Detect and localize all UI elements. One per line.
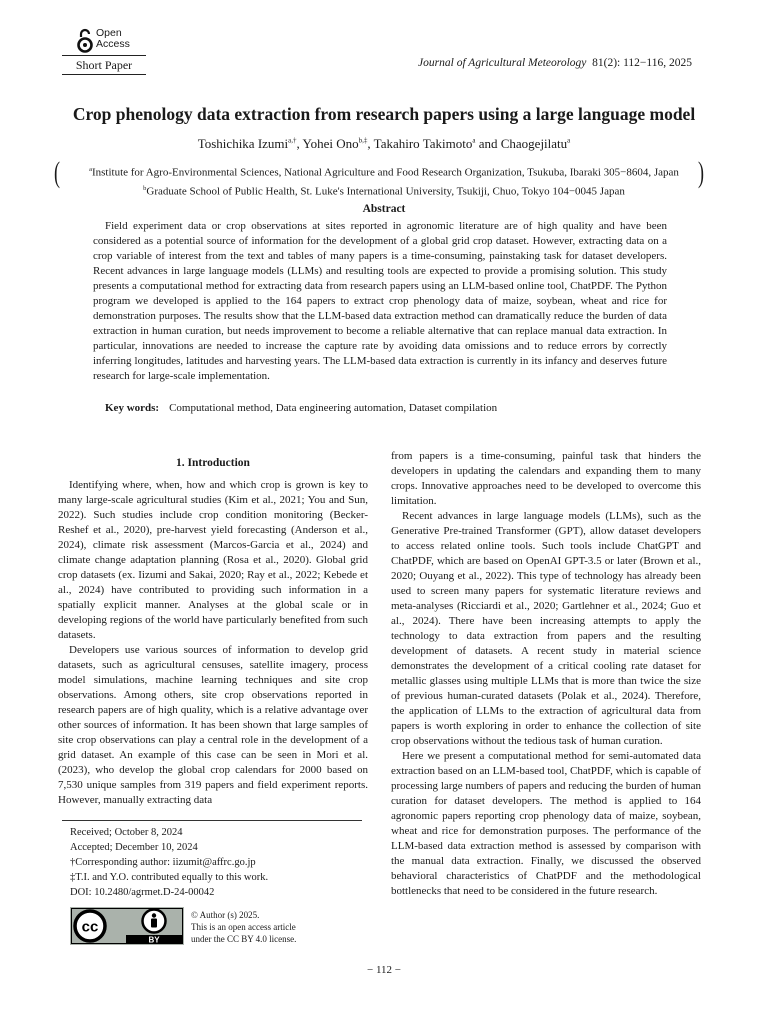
open-access-label: Open Access <box>96 27 130 50</box>
cc-badge-text: cc <box>81 918 99 936</box>
affiliation-line: $^a$Institute for Agro-Environmental Sciences, National Agriculture and Food Research Organization, Tsukuba, Ibaraki 305−8604, Japan <box>89 166 679 179</box>
paragraph: Recent advances in large language models (LLMs), such as the Generative Pre-trained Transformer (GPT), allow dataset developers to access related online tools. Such tools include ChatGPT and ChatPDF, which are based on OpenAI GPT-3.5 or later (Brown et al., 2020; Ouyang et al., 2022). This type of technology has already been used to screen many papers for systematic literature reviews and meta-analyses (Ricciardi et al., 2020; Gartlehner et al., 2024; Guo et al., 2024). There have been increasing attempts to apply the technology to data extraction from papers and the resulting development of datasets. A recent study in material science demonstrates the development of a critical cooling rate dataset for metallic glasses using multiple LLMs that is more than twice the size of previous human-curated datasets (Polak et al., 2024). Therefore, the application of LLMs to the extraction of agricultural data from papers is worth exploring in order to enhance the collection of site crop observations without the tedious task of human curation. <box>391 510 701 747</box>
paper-title: Crop phenology data extraction from research papers using a large language model <box>72 104 696 124</box>
affiliation-right-bracket: ) <box>698 156 704 189</box>
author-name: Yohei Ono <box>302 136 359 151</box>
footnote-divider <box>62 820 362 821</box>
author-affil-mark: a <box>472 136 476 145</box>
author-name: Toshichika Izumi <box>197 136 289 151</box>
journal-citation <box>418 57 692 69</box>
keywords <box>105 401 497 416</box>
section-heading: 1. Introduction <box>176 457 250 469</box>
keywords-label: Key words: <box>105 402 160 414</box>
author-affil-mark: b,‡ <box>358 136 368 145</box>
paragraph: from papers is a time-consuming, painful task that hinders the developers in updating the calendars and expanding them to many crops. Innovative approaches need to be developed to overcome this limitation. <box>391 450 701 507</box>
affiliation-left-bracket: ( <box>54 156 60 189</box>
received-date: Received; October 8, 2024 <box>70 827 183 838</box>
left-column <box>58 456 368 808</box>
keywords-list: Computational method, Data engineering automation, Dataset compilation <box>169 402 498 414</box>
right-column <box>391 449 701 899</box>
paragraph: Identifying where, when, how and which crop is grown is key to many large-scale agricultural studies (Kim et al., 2021; You and Sun, 2022). Such studies include crop condition monitoring (Becker-Reshef et al., 2020), pre-harvest yield forecasting (Anderson et al., 2024), climate risk assessment (Marcos-Garcia et al., 2024) and climate change adaptation planning (Rosa et al., 2020). Global grid crop datasets (ex. Iizumi and Sakai, 2020; Ray et al., 2022; Kebede et al., 2024) have contributed to providing such information in a spatially explicit manner. Analyses at the global scale or in developing regions of the world have particularly benefited from such datasets. <box>58 479 368 641</box>
person-icon <box>152 913 156 917</box>
paragraph: Here we present a computational method for semi-automated data extraction based on an LLM-based tool, ChatPDF, which is capable of processing large numbers of papers and reducing the burden of human curation for dataset developers. The method is applied to 164 agronomic papers reporting crop phenology data of maize, soybean, wheat and rice for demonstration purposes. The performance of the LLM-based data extraction method is assessed by comparison with the manual data extraction. Finally, we discussed the observed behavioral characteristics of ChatPDF and the methodological bottlenecks that need to be considered in the future research. <box>391 750 701 897</box>
footnotes <box>70 825 268 900</box>
author-list: Toshichika Izumi$^{a,\dagger}$, Yohei Ono$^{b,\ddagger}$, Takahiro Takimoto$^a$ and Chaogejilatu$^a$ <box>197 136 571 151</box>
affiliation-line: $^b$Graduate School of Public Health, St. Luke's International University, Tsukiji, Chuo, Tokyo 104−0045 Japan <box>143 184 625 198</box>
author-name: Takahiro Takimoto <box>373 136 473 151</box>
doi: DOI: 10.2480/agrmet.D-24-00042 <box>70 887 215 898</box>
corresponding-author: †Corresponding author: iizumit@affrc.go.jp <box>70 857 256 868</box>
author-name: Chaogejilatu <box>500 136 568 151</box>
author-affil-mark: a,† <box>288 136 297 145</box>
cc-by-license-badge <box>70 907 184 945</box>
affiliations <box>0 162 768 199</box>
journal-name: Journal of Agricultural Meteorology <box>418 57 587 69</box>
abstract-text: Field experiment data or crop observations at sites reported in agronomic literature are of high quality and have been considered as a potential source of information for the development of a global grid crop dataset. However, extracting data on a crop variable of interest from the text and tables of many papers is a time-consuming, painstaking task for dataset developers. Recent advances in large language models (LLMs) and resulting tools are expected to provide a promising solution. This study presents a computational method for extracting data from research papers using an LLM-based online tool, ChatPDF. The Python program we developed is applied to the 164 papers to extract crop phenology data of maize, soybean, wheat and rice for demonstration purposes. The results show that the LLM-based data extraction method can dramatically reduce the burden of data extraction in human curation, but needs improvement to become a reliable alternative that can replace manual data extraction. In particular, innovations are needed to increase the capture rate by avoiding data omissions and to reduce errors by correctly inferring longitudes, latitudes and harvesting years. The LLM-based data extraction is currently in its infancy and deserves future research for large-scale implementation. <box>93 220 667 382</box>
license-text: © Author (s) 2025. This is an open access article under the CC BY 4.0 license. <box>191 910 297 944</box>
article-type-label: Short Paper <box>62 55 146 75</box>
abstract-heading: Abstract <box>362 203 406 215</box>
journal-issue: 81(2): 112−116, 2025 <box>592 57 692 69</box>
paragraph: Developers use various sources of information to develop grid datasets, such as agricultural censuses, satellite imagery, process model simulations, machine learning techniques and site crop observations. Among others, site crop observations reported in research papers are of high quality, which is a relative advantage over other sources of information. It has been shown that large samples of site crop observations can play a central role in the development of a grid dataset. An example of this case can be seen in Mori et al. (2023), who develop the global crop calendars for 2000 based on 7,530 unique samples from 319 papers and field experiment reports. However, manually extracting data <box>58 644 368 806</box>
author-affil-mark: a <box>567 136 571 145</box>
accepted-date: Accepted; December 10, 2024 <box>70 842 198 853</box>
equal-contribution-note: ‡T.I. and Y.O. contributed equally to this work. <box>70 872 269 883</box>
by-badge-text: BY <box>148 935 160 945</box>
page-number: − 112 − <box>367 964 401 976</box>
